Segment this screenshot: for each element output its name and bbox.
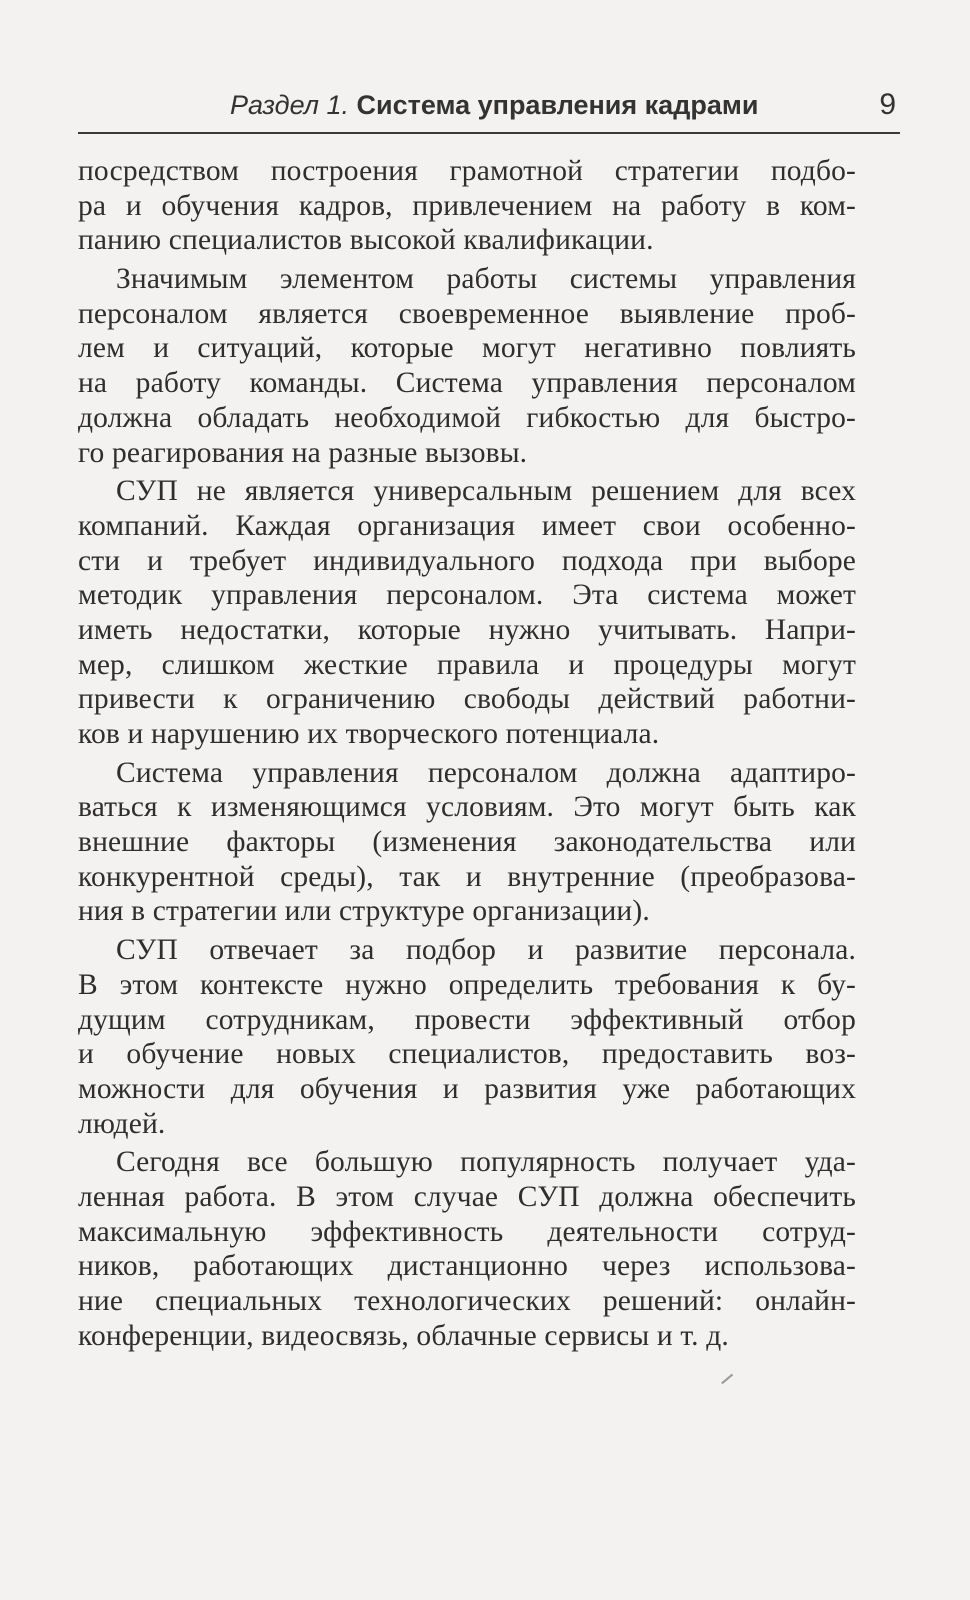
text-line: ния в стратегии или структуре организации).	[78, 895, 650, 928]
text-line: конкурентной среды), так и внутренние (преобразова-	[78, 860, 856, 893]
text-line: ленная работа. В этом случае СУП должна обеспечить	[78, 1180, 856, 1213]
pencil-mark	[721, 1374, 733, 1384]
text-line: можности для обучения и развития уже работающих	[78, 1072, 856, 1105]
text-line: Сегодня все большую популярность получает уда-	[116, 1146, 856, 1179]
text-line: СУП отвечает за подбор и развитие персонала.	[116, 934, 856, 967]
text-line: должна обладать необходимой гибкостью для быстро-	[78, 401, 856, 434]
text-line: конференции, видеосвязь, облачные сервисы и т. д.	[78, 1319, 729, 1352]
paragraph	[78, 474, 856, 752]
text-line: ваться к изменяющимся условиям. Это могут быть как	[78, 791, 856, 824]
section-label: Раздел 1.	[230, 90, 349, 120]
text-line: панию специалистов высокой квалификации.	[78, 224, 654, 257]
text-line: ра и обучения кадров, привлечением на работу в ком-	[78, 189, 856, 222]
text-line: ков и нарушению их творческого потенциала.	[78, 718, 660, 750]
text-line: людей.	[78, 1107, 166, 1140]
text-line: го реагирования на разные вызовы.	[78, 436, 528, 469]
text-line: дущим сотрудникам, провести эффективный отбор	[78, 1003, 856, 1036]
text-line: лем и ситуаций, которые могут негативно повлиять	[78, 332, 856, 365]
text-line: посредством построения грамотной стратегии подбо-	[78, 155, 856, 187]
text-line: внешние факторы (изменения законодательства или	[78, 826, 856, 859]
text-line: на работу команды. Система управления персоналом	[78, 367, 856, 400]
running-header	[78, 88, 900, 134]
text-line: сти и требует индивидуального подхода при выборе	[78, 544, 856, 577]
text-line: СУП не является универсальным решением для всех	[116, 475, 856, 508]
body-text	[78, 154, 856, 1353]
text-line: максимальную эффективность деятельности сотруд-	[78, 1215, 856, 1248]
paragraph	[78, 154, 856, 258]
paragraph	[78, 262, 856, 470]
section-title: Система управления кадрами	[356, 90, 759, 120]
text-line: В этом контексте нужно определить требования к бу-	[78, 968, 856, 1001]
text-line: методик управления персоналом. Эта система может	[78, 579, 856, 612]
text-line: ние специальных технологических решений: онлайн-	[78, 1285, 856, 1317]
text-line: Значимым элементом работы системы управления	[116, 263, 856, 296]
paragraph	[78, 933, 856, 1141]
section-heading	[230, 90, 758, 121]
text-line: и обучение новых специалистов, предоставить воз-	[78, 1038, 856, 1071]
text-line: ников, работающих дистанционно через использова-	[78, 1250, 856, 1283]
text-line: компаний. Каждая организация имеет свои особенно-	[78, 509, 856, 542]
text-line: мер, слишком жесткие правила и процедуры могут	[78, 648, 856, 681]
text-line: привести к ограничению свободы действий работни-	[78, 683, 856, 716]
text-line: иметь недостатки, которые нужно учитывать. Напри-	[78, 613, 856, 646]
paragraph	[78, 1145, 856, 1353]
paragraph	[78, 756, 856, 929]
page-number: 9	[879, 88, 896, 121]
text-line: персоналом является своевременное выявление проб-	[78, 297, 856, 330]
text-line: Система управления персоналом должна адаптиро-	[116, 756, 856, 789]
